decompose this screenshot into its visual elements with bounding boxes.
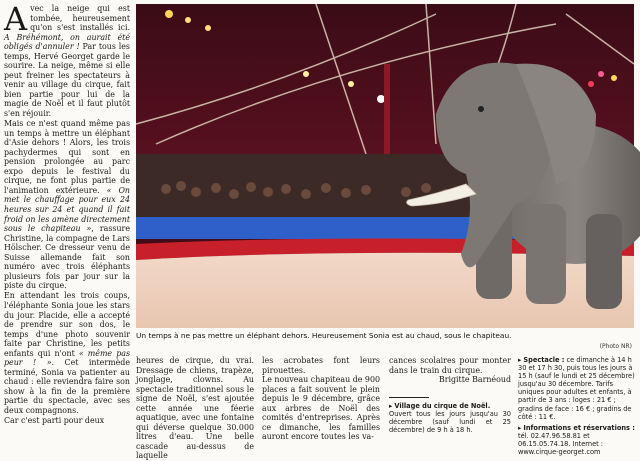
- photo-caption: Un temps à ne pas mettre un éléphant dehors. Heureusement Sonia est au chaud, sous le chapiteau.: [136, 331, 512, 340]
- article-left-column: [4, 0, 130, 454]
- photo-credit: (Photo NR): [599, 343, 632, 350]
- article-column-3: les acrobates font leurs pirouettes. Le nouveau chapiteau de 900 places a fait souvent le plein depuis le 9 décembre, grâce aux arbres de Noël des comités d'entreprises. Après ce dimanche, les familles auront encore toutes les va-: [262, 356, 380, 441]
- reservation-info: ▸ Informations et réservations : tél. 02.47.96.58.81 et 06.15.05.74.18. Internet : www.cirque-georget.com: [518, 423, 635, 457]
- spectacle-info: ▸ Spectacle : ce dimanche à 14 h 30 et 17 h 30, puis tous les jours à 15 h (sauf le lundi et 25 décembre) jusqu'au 30 décembre. Tarifs uniques pour adultes et enfants, à partir de 3 ans : loges : 21 € ; gradins de face : 16 € ; gradins de côté : 11 €.: [518, 356, 635, 421]
- paragraph-1: Avec la neige qui est tombée, heureusement qu'on s'est installés ici. A Bréhémont, on aurait été obligés d'annuler ! Par tous les temps, Hervé Georget garde le sourire. La neige, même si elle peut freiner les spectateurs à venir au village du cirque, fait bien partie pour lui de la magie de Noël et il faut plutôt s'en réjouir.: [4, 0, 130, 119]
- photo-illustration: [136, 4, 634, 328]
- paragraph-2: Mais ce n'est quand même pas un temps à mettre un éléphant d'Asie dehors ! Alors, les trois pachydermes qui sont en pension prolongée au parc expo depuis le festival du cirque, ne font plus partie de l'animation extérieure. « On met le chauffage pour eux 24 heures sur 24 et quand il fait froid on les amène directement sous le chapiteau », rassure Christine, la compagne de Lars Hölscher. Ce dresseur venu de Suisse allemande fait son numéro avec trois éléphants plusieurs fois par jour sur la piste du cirque.: [4, 119, 130, 291]
- author-signature: Brigitte Barnéoud: [438, 375, 511, 384]
- paragraph-4: Car c'est parti pour deux: [4, 416, 105, 426]
- paragraph-3: En attendant les trois coups, l'éléphante Sonia joue les stars du jour. Placide, elle a accepté de prendre sur son dos, le temps d'une photo souvenir faite par Christine, les petits enfants qui n'ont « même pas peur ! ». Cet intermède terminé, Sonia va patienter au chaud : elle reviendra faire son show à la fin de la première partie du spectacle, avec ses deux compagnons.: [4, 291, 130, 415]
- article-column-4: cances scolaires pour monter dans le train du cirque. Brigitte Barnéoud ▸ Village du cirque de Noël. Ouvert tous les jours jusqu'au 30 décembre (sauf lundi et 25 décembre) de 9 h à 18 h.: [389, 356, 511, 434]
- drop-cap: A: [4, 0, 28, 38]
- village-info: ▸ Village du cirque de Noël. Ouvert tous les jours jusqu'au 30 décembre (sauf lundi et 25 décembre) de 9 h à 18 h.: [389, 401, 511, 434]
- info-box: [518, 356, 636, 457]
- elephant-photo: [136, 4, 634, 328]
- article-column-2: heures de cirque, du vrai. Dressage de chiens, trapèze, jonglage, clowns. Au spectacle traditionnel sous le signe de Noël, s'est ajoutée cette année une féerie aquatique, avec une fontaine qui déverse quelque 30.000 litres d'eau. Une belle cascade au-dessus de laquelle: [136, 356, 254, 460]
- info-divider: [389, 397, 429, 398]
